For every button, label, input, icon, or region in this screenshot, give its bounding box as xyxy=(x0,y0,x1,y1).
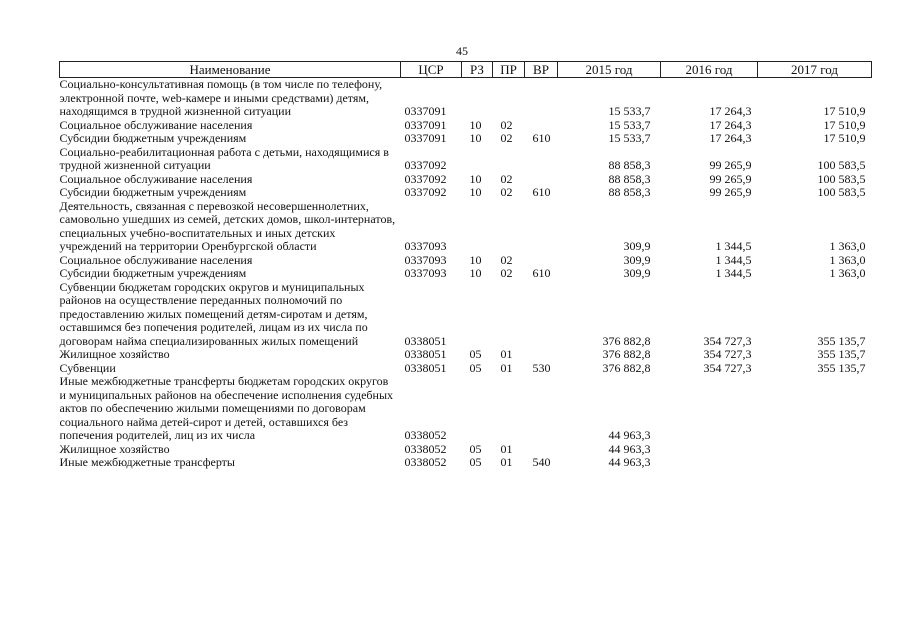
row-2016: 1 344,5 xyxy=(715,266,752,280)
row-2016: 17 264,3 xyxy=(709,117,752,132)
row-csr: 0337092 xyxy=(404,158,447,172)
row-name: Жилищное хозяйство xyxy=(59,441,170,456)
row-2017 xyxy=(758,375,872,443)
row-2017: 355 135,7 xyxy=(817,347,866,361)
row-csr: 0338051 xyxy=(404,347,447,361)
table-row xyxy=(60,132,872,146)
row-pr: 01 xyxy=(500,347,513,361)
row-rz xyxy=(462,375,493,443)
row-pr xyxy=(493,146,525,173)
row-2017: 17 510,9 xyxy=(823,117,866,132)
row-2016: 354 727,3 xyxy=(703,360,752,375)
row-vr xyxy=(525,375,558,443)
table-row xyxy=(60,362,872,376)
row-vr xyxy=(525,173,558,187)
row-vr: 610 xyxy=(532,266,551,280)
row-2016 xyxy=(661,443,758,457)
header-rz: РЗ xyxy=(462,62,493,78)
row-2016: 99 265,9 xyxy=(709,158,752,172)
row-2016: 354 727,3 xyxy=(703,347,752,361)
header-vr: ВР xyxy=(525,62,558,78)
row-csr: 0337091 xyxy=(404,117,447,132)
row-2015: 309,9 xyxy=(623,266,651,280)
budget-table xyxy=(59,61,872,470)
row-rz xyxy=(462,78,493,119)
header-2016: 2016 год xyxy=(661,62,758,78)
row-2017: 1 363,0 xyxy=(829,252,866,267)
row-2017: 1 363,0 xyxy=(829,266,866,280)
table-row xyxy=(60,186,872,200)
row-2015: 88 858,3 xyxy=(608,171,651,186)
row-vr xyxy=(525,443,558,457)
row-vr xyxy=(525,348,558,362)
page-number: 45 xyxy=(456,44,468,58)
row-pr: 01 xyxy=(500,360,513,375)
row-vr xyxy=(525,254,558,268)
row-csr: 0338051 xyxy=(404,333,447,348)
header-pr: ПР xyxy=(493,62,525,78)
row-pr: 02 xyxy=(500,185,513,199)
table-row xyxy=(60,173,872,187)
row-csr: 0337093 xyxy=(404,252,447,267)
row-2017: 1 363,0 xyxy=(829,239,866,253)
row-2017: 100 583,5 xyxy=(817,158,866,172)
row-pr xyxy=(493,281,525,349)
row-2016: 1 344,5 xyxy=(715,239,752,253)
row-name: Социально-консультативная помощь (в том числе по телефону, электронной почте, web-камере и иными средствами) детям, находящимся в трудной жизненной ситуации xyxy=(59,77,383,118)
header-csr: ЦСР xyxy=(401,62,462,78)
row-pr: 01 xyxy=(500,455,513,469)
row-vr xyxy=(525,78,558,119)
row-2015: 15 533,7 xyxy=(608,104,651,118)
row-2017: 355 135,7 xyxy=(817,360,866,375)
row-name: Социальное обслуживание населения xyxy=(59,117,253,132)
row-2015: 376 882,8 xyxy=(602,333,651,348)
row-2015: 15 533,7 xyxy=(608,131,651,145)
row-2015: 376 882,8 xyxy=(602,360,651,375)
row-rz xyxy=(462,146,493,173)
row-vr: 530 xyxy=(532,360,551,375)
row-csr: 0337092 xyxy=(404,171,447,186)
row-2015: 376 882,8 xyxy=(602,347,651,361)
row-name: Жилищное хозяйство xyxy=(59,347,170,361)
row-2016: 99 265,9 xyxy=(709,171,752,186)
row-2015: 309,9 xyxy=(623,239,651,253)
row-2016: 99 265,9 xyxy=(709,185,752,199)
row-rz xyxy=(462,200,493,254)
row-vr xyxy=(525,281,558,349)
row-2015: 15 533,7 xyxy=(608,117,651,132)
row-name: Социальное обслуживание населения xyxy=(59,171,253,186)
row-pr: 02 xyxy=(500,252,513,267)
row-2015: 44 963,3 xyxy=(608,455,651,469)
header-2017: 2017 год xyxy=(758,62,872,78)
row-pr: 02 xyxy=(500,117,513,132)
row-vr xyxy=(525,119,558,133)
row-2016: 1 344,5 xyxy=(715,252,752,267)
row-csr: 0337092 xyxy=(404,185,447,199)
row-pr: 02 xyxy=(500,266,513,280)
row-rz: 05 xyxy=(469,347,482,361)
row-2017 xyxy=(758,443,872,457)
row-csr: 0338051 xyxy=(404,360,447,375)
row-csr: 0337093 xyxy=(404,266,447,280)
row-rz: 10 xyxy=(469,131,482,145)
row-2016 xyxy=(661,456,758,470)
row-rz: 10 xyxy=(469,252,482,267)
row-pr: 02 xyxy=(500,171,513,186)
row-2016 xyxy=(661,375,758,443)
row-2017: 17 510,9 xyxy=(823,104,866,118)
row-vr: 610 xyxy=(532,131,551,145)
row-2015: 88 858,3 xyxy=(608,158,651,172)
row-2017: 100 583,5 xyxy=(817,185,866,199)
row-2015: 44 963,3 xyxy=(608,441,651,456)
row-rz: 10 xyxy=(469,117,482,132)
table-row xyxy=(60,254,872,268)
table-row xyxy=(60,78,872,119)
row-name: Субвенции бюджетам городских округов и муниципальных районов на осуществление переданных полномочий по предоставлению жилых помещений детям-сиротам и детям, оставшимся без попечения родителей, лицам из их числа по договорам найма специализированных жилых помещений xyxy=(59,279,368,348)
table-row xyxy=(60,456,872,470)
row-csr: 0337091 xyxy=(404,104,447,118)
row-rz: 10 xyxy=(469,185,482,199)
row-rz: 10 xyxy=(469,171,482,186)
row-name: Иные межбюджетные трансферты бюджетам городских округов и муниципальных районов на обеспечение исполнения судебных актов по обеспечению жилыми помещениями по договорам социального найма детей-сирот и детей, оставшихся без попечения родителей, лиц из их числа xyxy=(59,374,394,442)
row-name: Субсидии бюджетным учреждениям xyxy=(59,185,247,199)
row-rz xyxy=(462,281,493,349)
row-name: Социальное обслуживание населения xyxy=(59,252,253,267)
row-csr: 0337091 xyxy=(404,131,447,145)
row-name: Субсидии бюджетным учреждениям xyxy=(59,131,247,145)
row-2017: 100 583,5 xyxy=(817,171,866,186)
row-pr xyxy=(493,200,525,254)
table-row xyxy=(60,348,872,362)
table-row xyxy=(60,119,872,133)
row-2015: 44 963,3 xyxy=(608,428,651,442)
row-2015: 88 858,3 xyxy=(608,185,651,199)
row-csr: 0338052 xyxy=(404,441,447,456)
table-row xyxy=(60,146,872,173)
row-rz: 05 xyxy=(469,441,482,456)
header-2015: 2015 год xyxy=(558,62,661,78)
header-name: Наименование xyxy=(60,62,401,78)
row-csr: 0338052 xyxy=(404,428,447,442)
row-vr: 610 xyxy=(532,185,551,199)
row-name: Субвенции xyxy=(59,360,116,375)
table-row xyxy=(60,443,872,457)
row-name: Иные межбюджетные трансферты xyxy=(59,455,235,469)
table-row xyxy=(60,375,872,443)
row-2017: 17 510,9 xyxy=(823,131,866,145)
row-2017: 355 135,7 xyxy=(817,333,866,348)
row-2017 xyxy=(758,456,872,470)
row-vr: 540 xyxy=(532,455,551,469)
table-row xyxy=(60,267,872,281)
row-vr xyxy=(525,200,558,254)
row-2016: 17 264,3 xyxy=(709,104,752,118)
row-2016: 17 264,3 xyxy=(709,131,752,145)
row-vr xyxy=(525,146,558,173)
row-rz: 05 xyxy=(469,360,482,375)
table-row xyxy=(60,281,872,349)
row-2015: 309,9 xyxy=(623,252,651,267)
row-rz: 05 xyxy=(469,455,482,469)
row-name: Субсидии бюджетным учреждениям xyxy=(59,266,247,280)
row-pr xyxy=(493,78,525,119)
row-2016: 354 727,3 xyxy=(703,333,752,348)
table-row xyxy=(60,200,872,254)
table-header-row xyxy=(60,62,872,78)
row-pr: 02 xyxy=(500,131,513,145)
row-pr: 01 xyxy=(500,441,513,456)
row-name: Социально-реабилитационная работа с детьми, находящимися в трудной жизненной ситуации xyxy=(59,144,389,172)
row-rz: 10 xyxy=(469,266,482,280)
row-csr: 0338052 xyxy=(404,455,447,469)
row-csr: 0337093 xyxy=(404,239,447,253)
row-name: Деятельность, связанная с перевозкой несовершеннолетних, самовольно ушедших из семей, детских домов, школ-интернатов, специальных учебно-воспитательных и иных детских учреждений на территории Оренбургской области xyxy=(59,198,396,253)
row-pr xyxy=(493,375,525,443)
